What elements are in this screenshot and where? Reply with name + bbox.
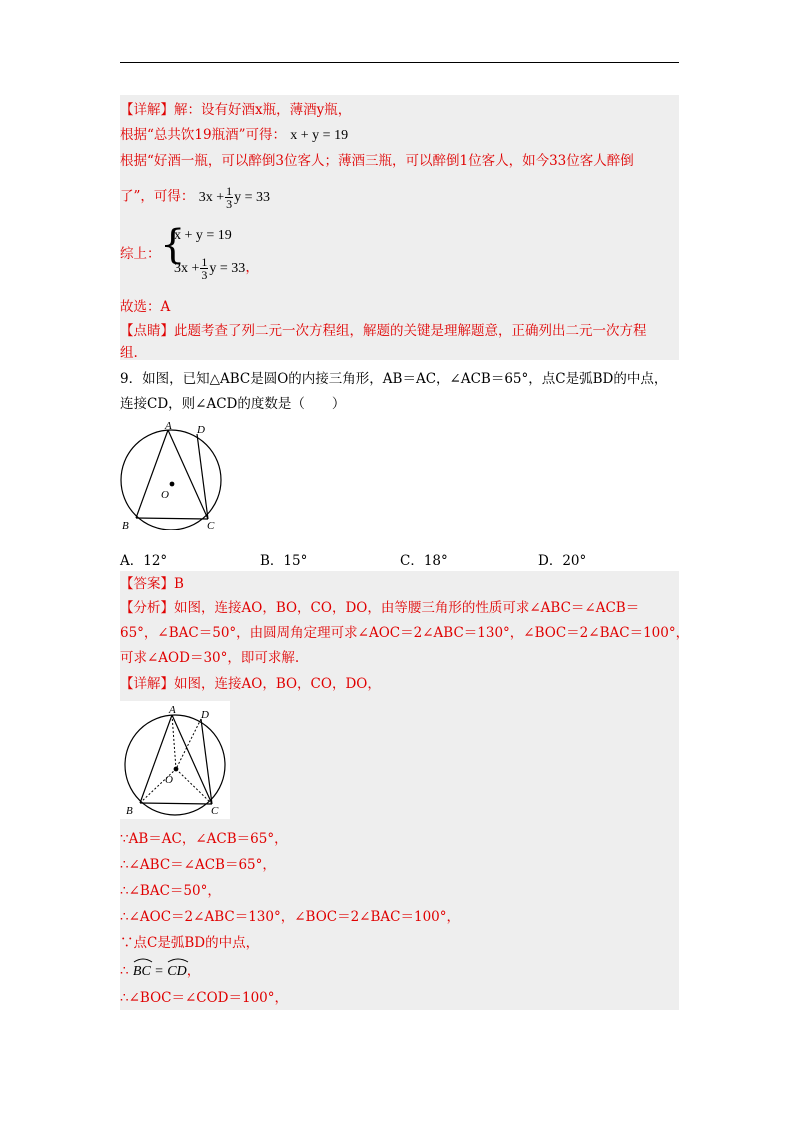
label-d: D <box>197 424 205 436</box>
equation-line-1: 根据“总共饮19瓶酒”可得： x + y = 19 <box>120 127 349 143</box>
segment-co <box>176 769 212 804</box>
step-2: ∴∠ABC＝∠ACB＝65°， <box>120 857 276 873</box>
condition-line: 根据“好酒一瓶，可以醉倒3位客人；薄酒三瓶，可以醉倒1位客人，如今33位客人醉倒 <box>120 153 634 169</box>
step-arc: ∴ BC = CD， <box>120 962 200 981</box>
solution-block-2 <box>120 571 690 1010</box>
equation-1: x + y = 19 <box>290 128 349 143</box>
chord-bc <box>136 518 208 519</box>
svg-text:B: B <box>126 805 133 817</box>
chord-ab <box>136 430 168 518</box>
svg-text:O: O <box>165 774 173 786</box>
question-figure <box>116 418 228 530</box>
analysis-line-3: 可求∠AOD＝30°，即可求解. <box>120 650 300 666</box>
step-4: ∴∠AOC＝2∠ABC＝130°，∠BOC＝2∠BAC＝100°， <box>120 909 461 925</box>
label-c: C <box>207 520 215 530</box>
svg-text:C: C <box>211 805 219 817</box>
analysis-line-2: 65°，∠BAC＝50°，由圆周角定理可求∠AOC＝2∠ABC＝130°，∠BOC＝2∠BAC＝100°， <box>120 625 690 641</box>
header-rule <box>120 62 679 63</box>
label-a: A <box>165 420 172 432</box>
step-last: ∴∠BOC＝∠COD＝100°， <box>120 990 289 1006</box>
detail-line-2: 【详解】如图，连接AO，BO，CO，DO， <box>120 676 381 692</box>
arc-cd: CD <box>167 963 186 981</box>
choice-a[interactable]: A．12° <box>120 553 168 569</box>
solution-block-1 <box>120 95 679 360</box>
system-eq-1: x + y = 19 <box>174 228 232 243</box>
choice-d[interactable]: D．20° <box>538 553 587 569</box>
answer-tag: 【答案】 <box>120 576 174 592</box>
answer-line: 【答案】B <box>120 576 184 592</box>
choice-c[interactable]: C．18° <box>400 553 448 569</box>
question-line-2: 连接CD，则∠ACD的度数是（ ） <box>120 396 346 412</box>
choice-b[interactable]: B．15° <box>260 553 308 569</box>
analysis-line-1: 【分析】如图，连接AO，BO，CO，DO，由等腰三角形的性质可求∠ABC＝∠ACB＝ <box>120 600 640 616</box>
svg-text:D: D <box>201 709 209 721</box>
svg-text:A: A <box>169 704 176 716</box>
detail-tag-2: 【详解】 <box>120 676 174 692</box>
system-eq-2: 3x + $\frac{1}{3}$ y = 33， <box>174 255 259 282</box>
solution-figure <box>120 701 230 819</box>
arc-bc: BC <box>133 963 151 981</box>
summary-line: 综上： <box>120 246 161 262</box>
step-5: ∵点C是弧BD的中点， <box>120 935 260 951</box>
segment-do <box>176 719 201 769</box>
analysis-tag: 【分析】 <box>120 600 174 616</box>
comment-line: 【点睛】此题考查了列二元一次方程组，解题的关键是理解题意，正确列出二元一次方程 <box>120 323 647 339</box>
label-b: B <box>122 520 129 530</box>
center-point <box>170 482 175 487</box>
equation-line-2: 了”，可得： 3x + $\frac{1}{3}$ y = 33 <box>120 184 271 211</box>
detail-line: 【详解】解：设有好酒x瓶，薄酒y瓶， <box>120 102 352 118</box>
system-brace: { <box>160 222 186 268</box>
choice-line: 故选：A <box>120 299 171 315</box>
label-o: O <box>161 489 169 501</box>
detail-tag: 【详解】 <box>120 102 174 118</box>
comment-tag: 【点睛】 <box>120 323 174 339</box>
equation-2: 3x + $\frac{1}{3}$ y = 33 <box>198 184 271 211</box>
step-3: ∴∠BAC＝50°， <box>120 883 221 899</box>
comment-line-end: 组. <box>120 345 138 361</box>
step-1: ∵AB＝AC，∠ACB＝65°， <box>120 831 288 847</box>
question-line-1: 9．如图，已知△ABC是圆O的内接三角形，AB＝AC，∠ACB＝65°，点C是弧BD的中点， <box>120 371 668 387</box>
